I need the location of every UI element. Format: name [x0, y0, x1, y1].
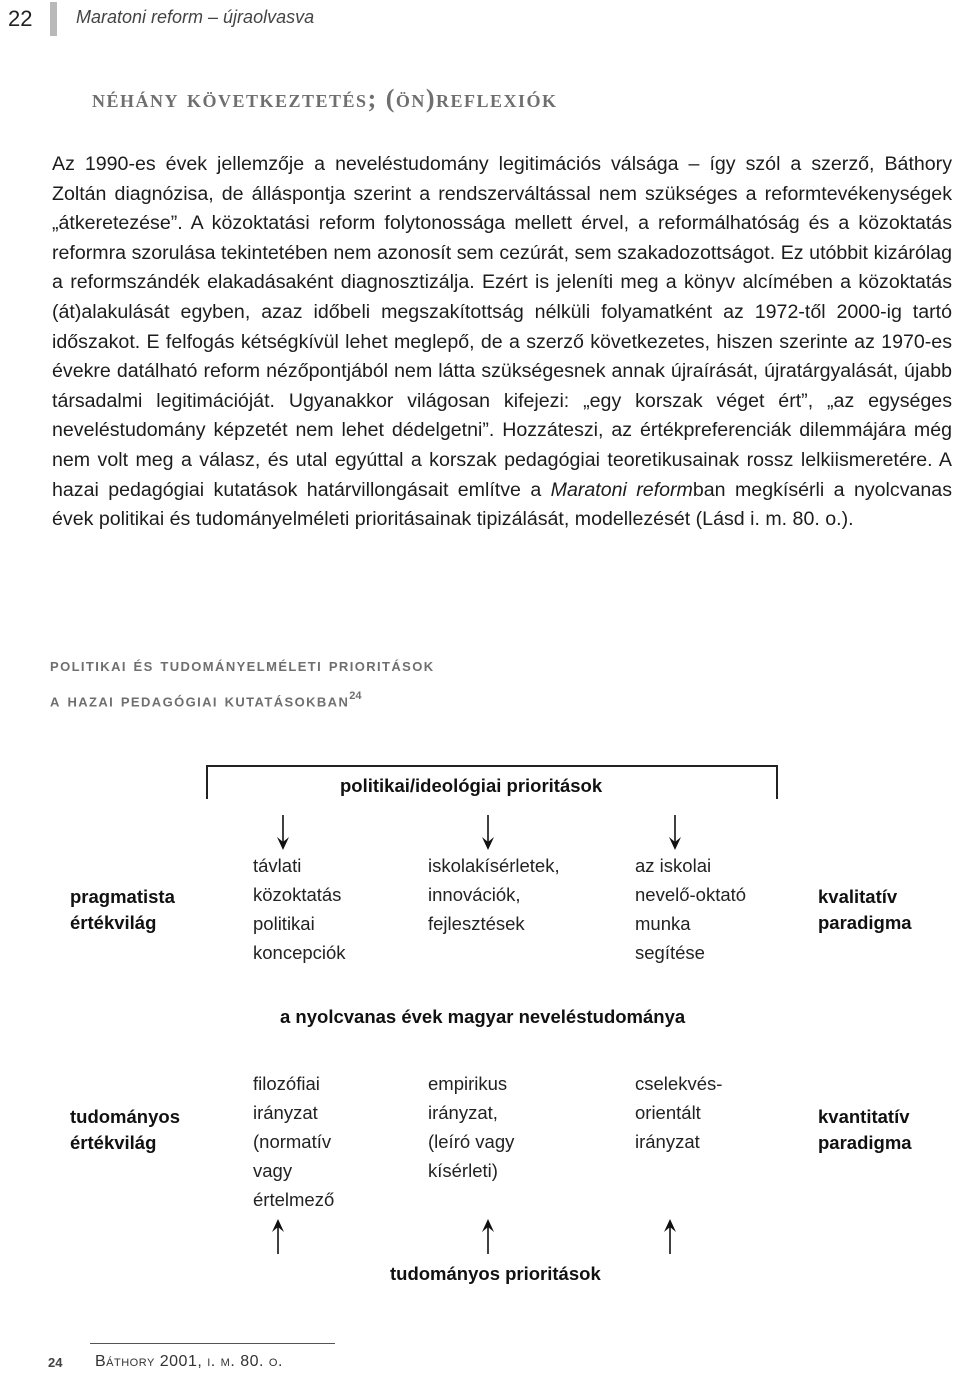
bottom-column-3 — [635, 1069, 722, 1156]
column-line: nevelő-oktató — [635, 884, 747, 905]
column-line: közoktatás — [253, 884, 342, 905]
subheading-line-1: politikai és tudományelméleti prioritások — [50, 655, 435, 676]
right-bottom-line-1: kvantitatív — [818, 1106, 910, 1127]
header-rule — [50, 2, 57, 36]
middle-label: a nyolcvanas évek magyar neveléstudománya — [280, 1006, 686, 1027]
column-line: munka — [635, 913, 691, 934]
column-line: (leíró vagy — [428, 1131, 515, 1152]
footnote-text: Báthory 2001, i. m. 80. o. — [95, 1353, 283, 1370]
left-bottom-label — [70, 1104, 180, 1156]
bottom-column-2 — [428, 1069, 514, 1185]
subheading-line-2 — [50, 690, 362, 712]
up-arrow-icon — [660, 1218, 680, 1254]
body-text-part-2: ban megkísérli a nyolcvanas évek politikai és tudományelméleti prioritásainak tipizálását, modellezését (Lásd i. m. 80. o.). — [52, 478, 952, 531]
column-line: cselekvés- — [635, 1073, 723, 1094]
bottom-column-1 — [253, 1069, 334, 1214]
column-line: fejlesztések — [428, 913, 525, 934]
column-line: filozófiai — [253, 1073, 320, 1094]
column-line: politikai — [253, 913, 315, 934]
right-top-line-1: kvalitatív — [818, 886, 898, 907]
column-line: kísérleti) — [428, 1160, 498, 1181]
bottom-label: tudományos prioritások — [390, 1263, 601, 1284]
section-title: néhány következtetés; (ön)reflexiók — [92, 84, 558, 113]
left-top-line-2: értékvilág — [70, 912, 157, 933]
column-line: iskolakísérletek, — [428, 855, 560, 876]
right-bottom-label — [818, 1104, 912, 1156]
up-arrow-icon — [478, 1218, 498, 1254]
down-arrow-icon — [665, 815, 685, 851]
subheading-line-2-text: a hazai pedagógiai kutatásokban — [50, 690, 350, 712]
down-arrow-icon — [478, 815, 498, 851]
column-line: az iskolai — [635, 855, 712, 876]
body-text-part-1: Az 1990-es évek jellemzője a neveléstudomány legitimációs válsága – így szól a szerző, Báthory Zoltán diagnózisa, de álláspontja szerint a rendszerváltással nem szükséges a reformtevékenységek „átkeretezése”. A közoktatási reform folytonossága mellett érvel, a reformálhatóság és a közoktatás reformra szorulása tekintetében nem azonosít sem cezúrát, sem szakadozottságot. Ez utóbbit kizárólag a reformszándék elakadásaként diagnosztizálja. Ezért is jeleníti meg a könyv alcímében a közoktatás (át)alakulását egyben, azaz időbeli megszakítottság nélküli folyamatként az 1972-től 2000-ig tartó időszakot. E felfogás kétségkívül lehet meglepő, de a szerző következetes, hiszen szerinte az 1970-es évekre datálható reform nézőpontjából nem látta szükségesnek annak újraírását, újratárgyalását, újabb társadalmi legitimációját. Ugyanakkor világosan kifejezi: „egy korszak véget ért”, „az egységes neveléstudomány képzetét nem lehet dédelgetni”. Hozzáteszi, az értékpreferenciák dilemmájára még nem volt meg a válasz, és utal egyúttal a korszak pedagógiai teoretikusainak rossz lelkiismeretére. A hazai pedagógiai kutatások határvillongásait említve a — [52, 153, 952, 501]
column-line: orientált — [635, 1102, 701, 1123]
column-line: vagy — [253, 1160, 293, 1181]
top-column-3 — [635, 851, 746, 967]
left-top-line-1: pragmatista — [70, 886, 175, 907]
footnote-number: 24 — [48, 1355, 63, 1370]
footnote-rule — [90, 1343, 335, 1344]
right-bottom-line-2: paradigma — [818, 1132, 912, 1153]
right-top-label — [818, 884, 912, 936]
book-title-italic: Maratoni reform — [550, 478, 693, 501]
column-line: (normatív — [253, 1131, 332, 1152]
column-line: empirikus — [428, 1073, 508, 1094]
column-line: irányzat — [635, 1131, 700, 1152]
footnote-reference: 24 — [349, 690, 362, 702]
column-line: segítése — [635, 942, 705, 963]
left-bottom-line-2: értékvilág — [70, 1132, 157, 1153]
page-number: 22 — [8, 6, 33, 31]
left-bottom-line-1: tudományos — [70, 1106, 180, 1127]
top-label: politikai/ideológiai prioritások — [340, 775, 603, 796]
column-line: innovációk, — [428, 884, 521, 905]
left-top-label — [70, 884, 175, 936]
down-arrow-icon — [273, 815, 293, 851]
top-column-2 — [428, 851, 560, 938]
column-line: értelmező — [253, 1189, 335, 1210]
column-line: koncepciók — [253, 942, 346, 963]
up-arrow-icon — [268, 1218, 288, 1254]
running-head: Maratoni reform – újraolvasva — [76, 7, 315, 27]
column-line: irányzat, — [428, 1102, 498, 1123]
top-column-1 — [253, 851, 346, 967]
column-line: irányzat — [253, 1102, 318, 1123]
right-top-line-2: paradigma — [818, 912, 912, 933]
column-line: távlati — [253, 855, 302, 876]
body-paragraph — [52, 150, 952, 535]
